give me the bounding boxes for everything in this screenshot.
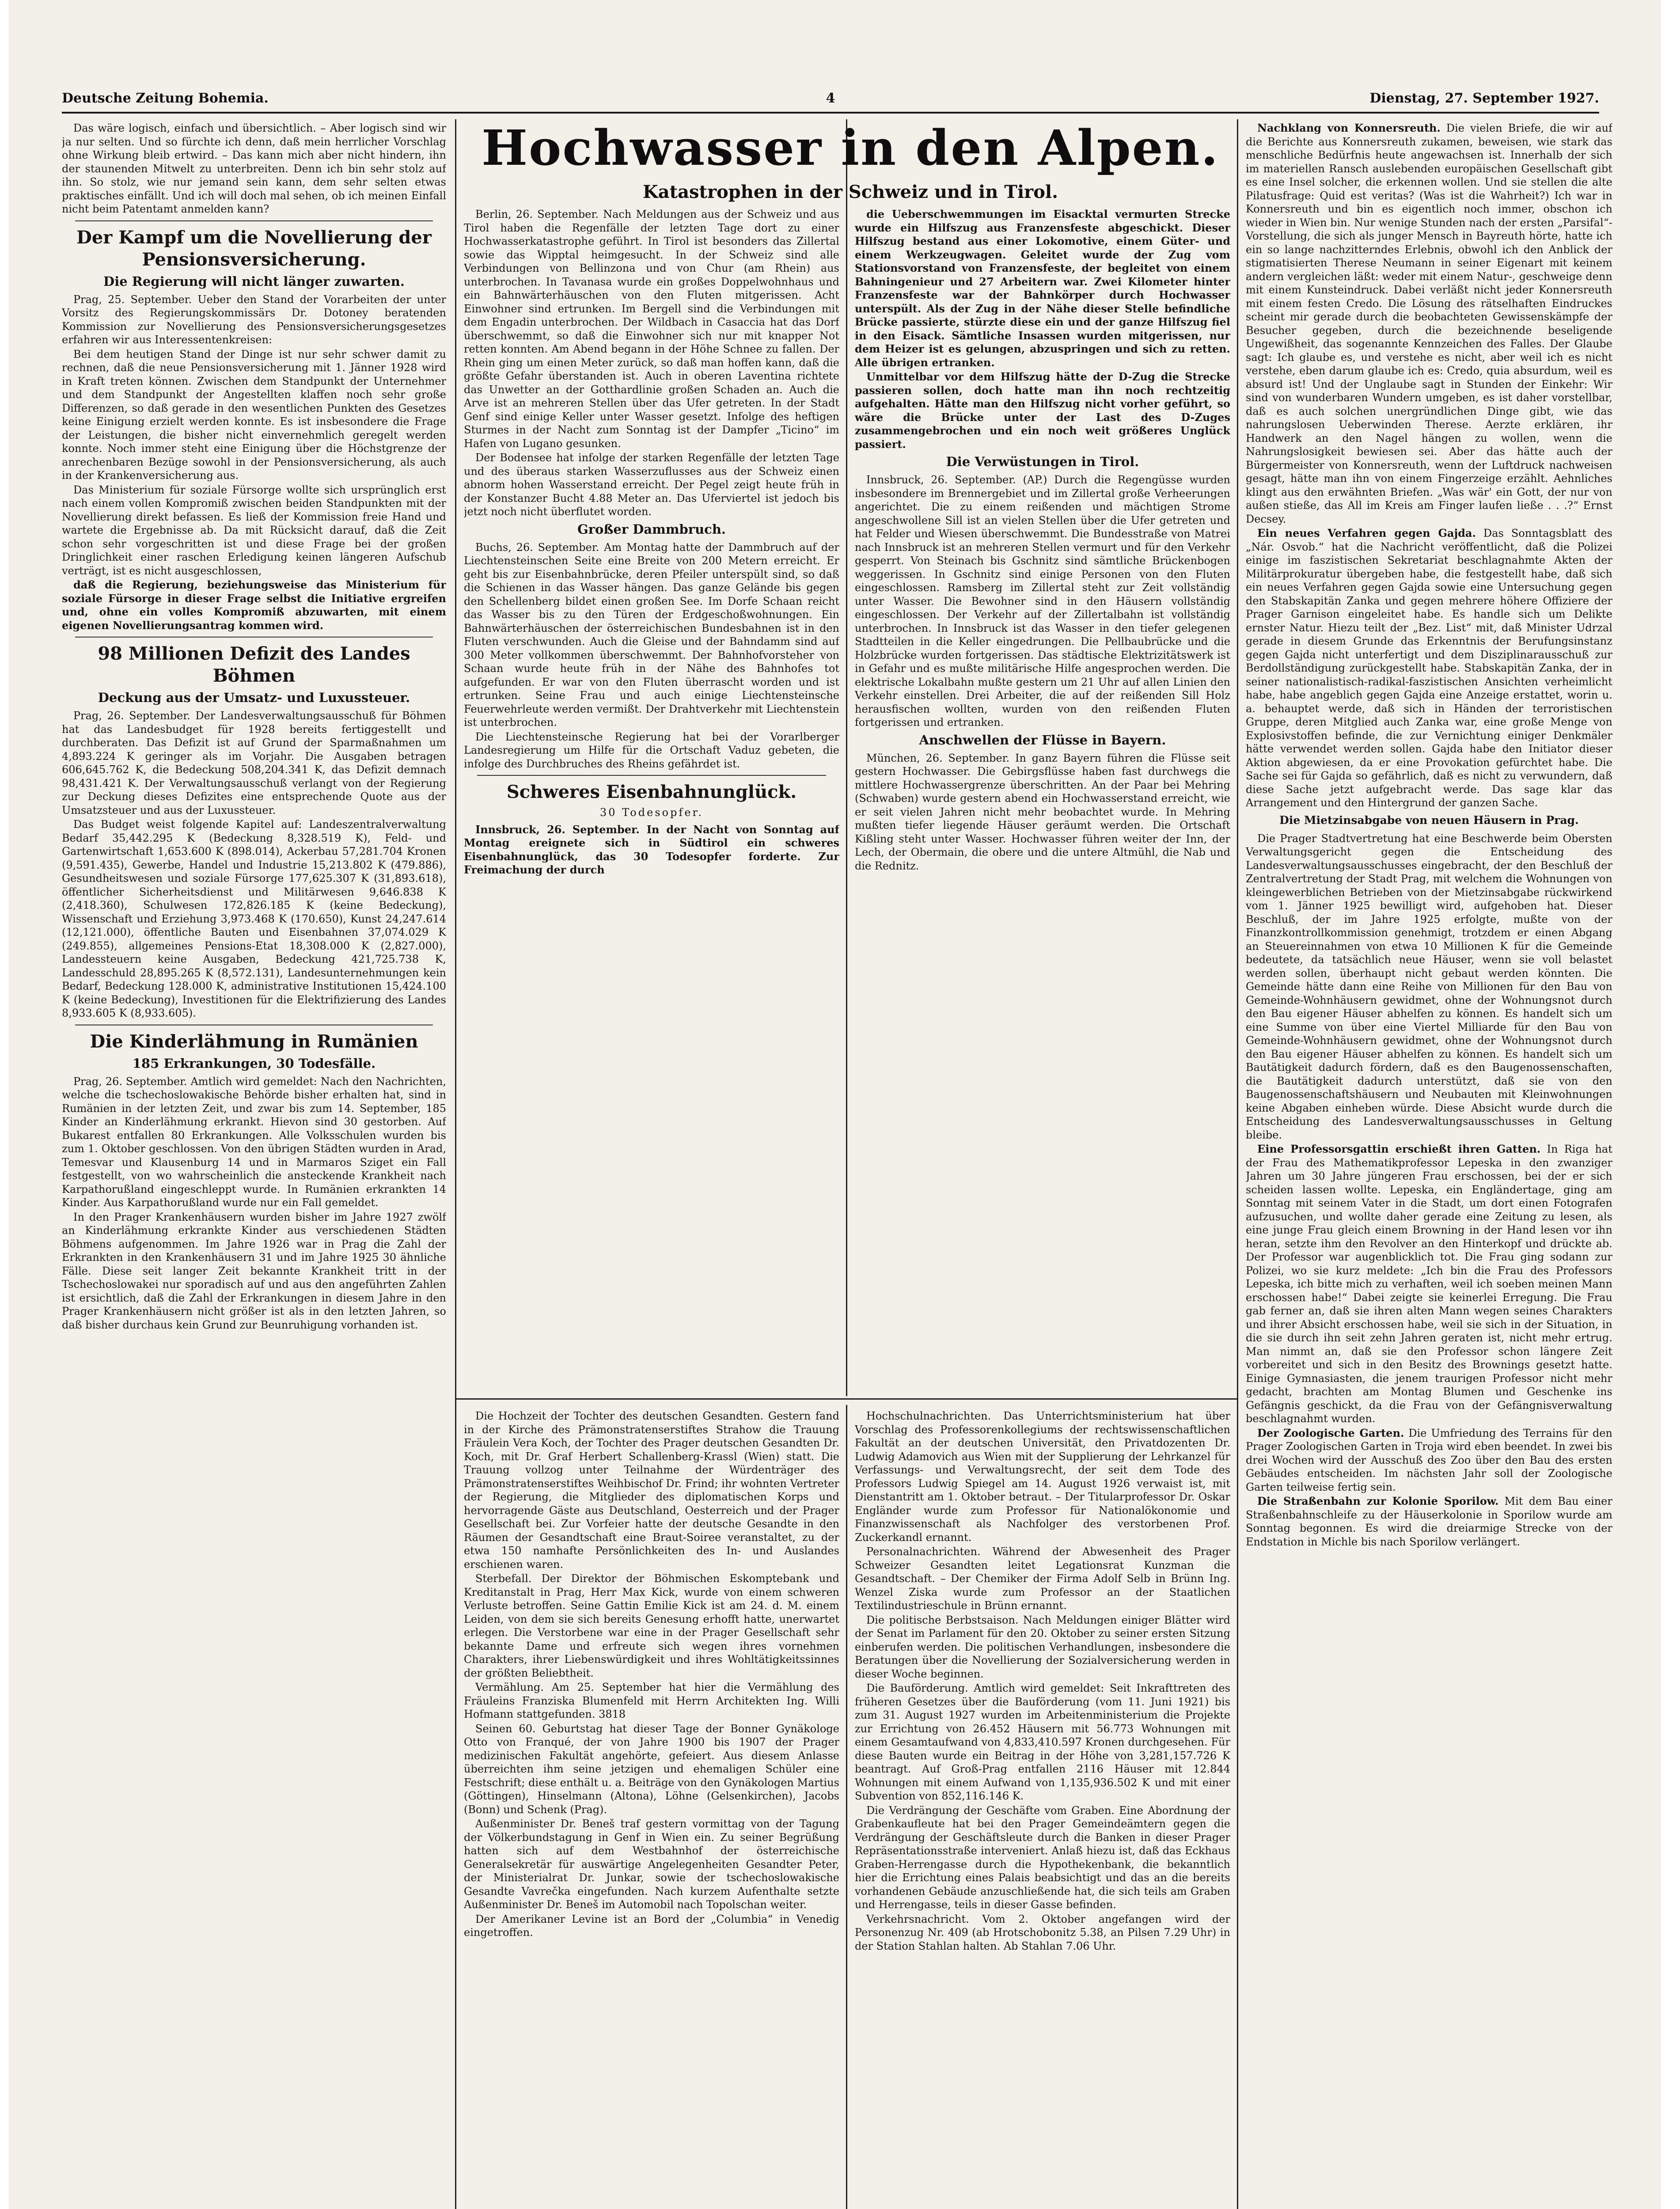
paragraph: Die Verdrängung der Geschäfte vom Graben. Eine Abordnung der Grabenkaufleute hat bei den Prager Gemeindeämtern gegen die Verdrängung der Geschäftsleute durch die Banken in dieser Prager Repräsentationsstraße interveniert. Anlaß hiezu ist, daß das Eckhaus Graben-Herrengasse durch die Hypothekenbank, die bekanntlich hier die Errichtung eines Palais beabsichtigt und das an die bereits vorhandenen Gebäude anzuschließende hat, die sich teils am Graben und Herrengasse, teils in dieser Gasse befinden.	[855, 1804, 1230, 1911]
paragraph	[1246, 1427, 1612, 1494]
paragraph: In den Prager Krankenhäusern wurden bisher im Jahre 1927 zwölf an Kinderlähmung erkrankte Kinder aus verschiedenen Städten Böhmens aufgenommen. Im Jahre 1926 war in Prag die Zahl der Erkrankten in den Krankenhäusern 31 und im Jahre 1925 30 ähnliche Fälle. Diese seit langer Zeit bekannte Krankheit tritt in der Tschechoslowakei nur sporadisch auf und aus den angeführten Zahlen ist ersichtlich, daß die Zahl der Erkrankungen in diesem Jahre in den Prager Krankenhäusern nicht größer ist als in den letzten Jahren, so daß bisher durchaus kein Grund zur Beunruhigung vorhanden ist.	[62, 1211, 446, 1331]
section-headline: Ein neues Verfahren gegen Gajda.	[1257, 527, 1476, 539]
article-subhead: Die Regierung will nicht länger zuwarten.	[103, 273, 405, 289]
paragraph: Das Budget weist folgende Kapitel auf: Landeszentralverwaltung Bedarf 35,442.295 K (Bedeckung 8,328.519 K), Feld- und Gartenwirtschaft 1,653.600 K (898.014), Ackerbau 57,281.704 Kronen (9,591.435), Gewerbe, Handel und Industrie 15,213.802 K (479.886), Gesundheitswesen und soziale Fürsorge 177,625.307 K (31,893.618), öffentlicher Sicherheitsdienst und Militärwesen 9,646.838 K (2,418.360), Schulwesen 172,826.185 K (keine Bedeckung), Wissenschaft und Erziehung 3,973.468 K (170.650), Kunst 24,247.614 (12,121.000), öffentliche Bauten und Eisenbahnen 37,074.029 K (249.855), allgemeines Pensions-Etat 18,308.000 K (2,827.000), Landessteuern keine Ausgaben, Bedeckung 421,725.738 K, Landesschuld 28,895.265 K (8,572.131), Landesunternehmungen kein Bedarf, Bedeckung 128.000 K, administrative Institutionen 15,424.100 K (keine Bedeckung), Investitionen für die Elektrifizierung des Landes 8,933.605 K (8,933.605).	[62, 818, 446, 1019]
article-headline: Die Kinderlähmung in Rumänien	[90, 1031, 418, 1052]
paragraph: Der Bodensee hat infolge der starken Regenfälle der letzten Tage und des überaus starken Wasserzuflusses aus der Schweiz einen abnorm hohen Wasserstand erreicht. Der Pegel zeigt heute früh in der Konstanzer Bucht 4.88 Meter an. Das Uferviertel ist jedoch bis jetzt noch nicht überflutet worden.	[464, 452, 839, 518]
paragraph: Vermählung. Am 25. September hat hier die Vermählung des Fräuleins Franziska Blumenfeld mit Herrn Architekten Ing. Willi Hofmann stattgefunden. 3818	[464, 1681, 839, 1720]
paragraph: Außenminister Dr. Beneš traf gestern vormittag von der Tagung der Völkerbundstagung in Genf in Wien ein. Zu seiner Begrüßung hatten sich auf dem Westbahnhof der österreichische Generalsekretär für auswärtige Angelegenheiten Gesandter Peter, der Ministerialrat Dr. Junkar, sowie der tschechoslowakische Gesandte Vavrečka eingefunden. Nach kurzem Aufenthalte setzte Außenminister Dr. Beneš im Automobil nach Topolschan weiter.	[464, 1818, 839, 1911]
newspaper-page	[9, 0, 1661, 2209]
paragraph: Personalnachrichten. Während der Abwesenheit des Prager Schweizer Gesandten leitet Legationsrat Kunzman die Gesandtschaft. – Der Chemiker der Firma Adolf Selb in Brünn Ing. Wenzel Ziska wurde zum Professor an der Staatlichen Textilindustrieschule in Brünn ernannt.	[855, 1545, 1230, 1612]
paragraph	[1246, 121, 1612, 526]
column-1	[62, 121, 446, 2209]
paragraph: Innsbruck, 26. September. In der Nacht von Sonntag auf Montag ereignete sich in Südtirol ein schweres Eisenbahnunglück, das 30 Todesopfer forderte. Zur Freimachung der durch	[464, 823, 839, 876]
paragraph: Die Prager Stadtvertretung hat eine Beschwerde beim Obersten Verwaltungsgericht gegen die Entscheidung des Landesverwaltungsausschusses eingebracht, der den Beschluß der Zentralvertretung der Stadt Prag, mit welchem die Wohnungen von kleingewerblichen Betrieben von der Mietzinsabgabe rückwirkend vom 1. Jänner 1925 bewilligt wird, aufgehoben hat. Dieser Beschluß, der im Jahre 1925 erfolgte, mußte von der Finanzkontrollkommission genehmigt, trotzdem er einen Abgang an Steuereinnahmen von etwa 10 Millionen K für die Gemeinde bedeutete, da tatsächlich neue Häuser, wenn sie voll belastet werden sollen, überhaupt nicht gebaut werden könnten. Die Gemeinde hätte dann eine Reihe von Millionen für den Bau von Gemeinde-Wohnhäusern gewidmet, ohne der Wohnungsnot durch den Bau eigener Häuser abhelfen zu können. Es handelt sich um eine Summe von über eine Viertel Milliarde für den Bau von Gemeinde-Wohnhäusern gewidmet, ohne der Wohnungsnot durch den Bau eigener Häuser abhelfen zu können. Es handelt sich um Bautätigkeit dadurch fördern, daß es den Baugenossenschaften, die Bautätigkeit dadurch unterstützt, daß sie von den Baugenossenschaftshäusern und Neubauten mit Kleinwohnungen keine Abgaben einheben würde. Diese Absicht wurde durch die Entscheidung des Landesverwaltungsausschusses in Geltung bleibe.	[1246, 832, 1612, 1141]
paragraph	[1246, 1495, 1612, 1549]
lower-left-column	[464, 1409, 839, 2209]
section-headline: Nachklang von Konnersreuth.	[1257, 121, 1441, 134]
paragraph: Der Amerikaner Levine ist an Bord der „Columbia“ in Venedig eingetroffen.	[464, 1913, 839, 1939]
section-headline: Eine Professorsgattin erschießt ihren Gatten.	[1257, 1142, 1541, 1155]
section-headline: Anschwellen der Flüsse in Bayern.	[919, 732, 1166, 748]
paragraph: Buchs, 26. September. Am Montag hatte der Dammbruch auf der Liechtensteinschen Seite eine Breite von 200 Metern erreicht. Er geht bis zur Eisenbahnbrücke, deren Pfeiler unterspült sind, so daß die Schienen in das Wasser hängen. Das ganze Gelände bis gegen den Schellenberg bildet einen großen See. Im Dorfe Schaan reicht das Wasser bis zu den Türen der Erdgeschoßwohnungen. Ein Bahnwärterhäuschen der österreichischen Bundesbahnen ist in den Fluten verschwunden. Auch die Gleise und der Bahndamm sind auf 300 Meter vollkommen überschwemmt. Der Bahnhofvorsteher von Schaan wurde heute früh in der Nähe des Bahnhofes tot aufgefunden. Er war von den Fluten überrascht worden und ist ertrunken. Seine Frau und auch einige Liechtensteinsche Feuerwehrleute werden vermißt. Der Drahtverkehr mit Liechtenstein ist unterbrochen.	[464, 541, 839, 729]
intro-paragraph: Das wäre logisch, einfach und übersichtlich. – Aber logisch sind wir ja nur selten. Und so fürchte ich denn, daß mein herrlicher Vorschlag ohne Wirkung bleib ertwird. – Das kann mich aber nicht hindern, ihn der staunenden Mitwelt zu unterbreiten. Denn ich bin sehr stolz auf ihn. So stolz, wie nur jemand sein kann, dem sehr selten etwas praktisches einfällt. Und ich will doch mal sehen, ob ich meinen Einfall nicht beim Patentamt anmelden kann?	[62, 122, 446, 215]
paragraph: Die politische Berbstsaison. Nach Meldungen einiger Blätter wird der Senat im Parlament für den 20. Oktober zu seiner ersten Sitzung einberufen werden. Die politischen Verhandlungen, insbesondere die Beratungen über die Novellierung der Sozialversicherung werden in dieser Woche beginnen.	[855, 1613, 1230, 1680]
main-headline: Hochwasser in den Alpen.	[482, 119, 1219, 176]
column-rule	[455, 119, 456, 2209]
article-headline: Der Kampf um die Novellierung der Pensionsversicherung.	[76, 227, 432, 270]
paragraph: Prag, 25. September. Ueber den Stand der Vorarbeiten der unter Vorsitz des Regierungskommissärs Dr. Dotoney beratenden Kommission zur Novellierung des Pensionsversicherungsgesetzes erfahren wir aus Interessentenkreisen:	[62, 293, 446, 346]
article-subhead: 185 Erkrankungen, 30 Todesfälle.	[132, 1055, 376, 1071]
column-rule	[846, 119, 847, 1396]
paragraph: daß die Regierung, beziehungsweise das Ministerium für soziale Fürsorge in dieser Frage selbst die Initiative ergreifen und, ohne ein volles Kompromiß abzuwarten, mit einem eigenen Novellierungsantrag kommen wird.	[62, 578, 446, 632]
section-headline: Der Zoologische Garten.	[1257, 1426, 1404, 1439]
paragraph-text: Mit dem Bau einer Straßenbahnschleife zu der Häuserkolonie in Sporilow wurde am Sonntag begonnen. Es wird die dreiarmige Strecke von der Endstation in Michle bis nach Sporilow verlängert.	[1246, 1495, 1612, 1548]
issue-date: Dienstag, 27. September 1927.	[1369, 91, 1599, 106]
paragraph: München, 26. September. In ganz Bayern führen die Flüsse seit gestern Hochwasser. Die Gebirgsflüsse haben fast durchwegs die mittlere Hochwassergrenze überschritten. An der Paar bei Mehring (Schwaben) wurde gestern abend ein Hochwasserstand erreicht, wie er seit vielen Jahren nicht mehr beobachtet wurde. In Mehring mußten tiefer liegende Häuser geräumt werden. Die Ortschaft Kißling steht unter Wasser. Hochwasser führen weiter der Inn, der Lech, der Obermain, die obere und die untere Altmühl, die Nab und die Rednitz.	[855, 752, 1230, 872]
paragraph-text: Das Sonntagsblatt des „Nár. Osvob.“ hat die Nachricht veröffentlicht, daß die Polizei einige im faszistischen Sekretariat beschlagnahmte Akten der Militärprokuratur übergeben habe, die festgestellt habe, daß sich ein neues Verfahren gegen Gajda sowie eine Untersuchung gegen den Stabskapitän Zanka und gegen mehrere höhere Offiziere der Prager Garnison eingeleitet habe. Es handle sich um Delikte ernster Natur. Hiezu teilt der „Bez. List“ mit, daß Minister Udrzal gerade in diesem Grunde das Erkenntnis der Berufungsinstanz gegen Gajda nicht unterfertigt und dem Disziplinarausschuß zur Berdollständigung zurückgestellt habe. Stabskapitän Zanka, der in seiner nationalistisch-radikal-faszistischen Ansichten verheimlicht habe, habe angeblich gegen Gajda eine Anzeige erstattet, worin u. a. behauptet werde, daß sich in Händen der terroristischen Gruppe, deren Mitglied auch Zanka war, eine große Menge von Explosivstoffen befinde, die zur Vernichtung einiger Denkmäler hätte verwendet werden sollen. Gajda habe den Initiator dieser Aktion abgewiesen, da er eine Provokation gefürchtet habe. Die Sache sei für Gajda so gefährlich, daß es nicht zu verwundern, daß diese Sache jetzt aufgebracht werde. Das sage klar das Arrangement und den Hintergrund der ganzen Sache.	[1246, 527, 1612, 809]
section-subhead: 30 Todesopfer.	[599, 806, 703, 819]
divider	[75, 637, 433, 638]
section-headline: Die Mietzinsabgabe von neuen Häusern in Prag.	[1279, 813, 1579, 827]
paragraph: Verkehrsnachricht. Vom 2. Oktober angefangen wird der Personenzug Nr. 409 (ab Hrotschobonitz 5.38, an Pilsen 7.29 Uhr) in der Station Stahlan halten. Ab Stahlan 7.06 Uhr.	[855, 1913, 1230, 1952]
section-headline: Die Straßenbahn zur Kolonie Sporilow.	[1257, 1495, 1499, 1507]
section-headline: Die Verwüstungen in Tirol.	[946, 454, 1139, 469]
paragraph: Prag, 26. September. Amtlich wird gemeldet: Nach den Nachrichten, welche die tschechoslowakische Behörde bisher erhalten hat, sind in Rumänien in der letzten Zeit, und zwar bis zum 14. September, 185 Kinder an Kinderlähmung erkrankt. Hievon sind 30 gestorben. Auf Bukarest entfallen 80 Erkrankungen. Alle Volksschulen wurden bis zum 1. Oktober geschlossen. Von den übrigen Städten wurden in Arad, Temesvar und Klausenburg 14 und in Marmaros Sziget ein Fall festgestellt, von wo wahrscheinlich die ansteckende Krankheit nach Karpathorußland eingeschleppt wurde. In Rumänien erkrankten 14 Kinder. Aus Karpathorußland wurde nur ein Fall gemeldet.	[62, 1075, 446, 1209]
main-subhead: Katastrophen in der Schweiz und in Tirol.	[642, 182, 1058, 202]
paragraph: Prag, 26. September. Der Landesverwaltungsausschuß für Böhmen hat das Landesbudget für 1928 bereits fertiggestellt und durchberaten. Das Defizit ist auf Grund der Sparmaßnahmen um 4,893.224 K geringer als im Vorjahr. Die Ausgaben betragen 606,645.762 K, die Bedeckung 508,204.341 K, das Defizit demnach 98,431.421 K. Der Verwaltungsausschuß verlangt von der Regierung zur Deckung dieses Defizites eine entsprechende Quote aus der Umsatzsteuer und aus der Luxussteuer.	[62, 710, 446, 816]
running-head	[62, 91, 1599, 114]
paragraph: Die Bauförderung. Amtlich wird gemeldet: Seit Inkrafttreten des früheren Gesetzes über die Bauförderung (vom 11. Juni 1921) bis zum 31. August 1927 wurden im Arbeitenministerium die Projekte zur Errichtung von 26.452 Häusern mit 56.773 Wohnungen mit einem Gesamtaufwand von 4,833,410.597 Kronen durchgesehen. Für diese Bauten wurde ein Beitrag in der Höhe von 3,281,157.726 K beantragt. Auf Groß-Prag entfallen 2116 Häuser mit 12.844 Wohnungen mit einem Aufwand von 1,135,936.502 K und mit einer Subvention von 852,116.146 K.	[855, 1682, 1230, 1802]
paragraph: Sterbefall. Der Direktor der Böhmischen Eskomptebank und Kreditanstalt in Prag, Herr Max Kick, wurde von einem schweren Verluste betroffen. Seine Gattin Emilie Kick ist am 24. d. M. einem Leiden, von dem sie sich bereits Genesung erhofft hatte, unerwartet erlegen. Die Verstorbene war eine in der Prager Gesellschaft sehr bekannte Dame und erfreute sich wegen ihres vornehmen Charakters, ihrer Liebenswürdigkeit und ihres Wohltätigkeitssinnes der größten Beliebtheit.	[464, 1572, 839, 1679]
paragraph-text: Die vielen Briefe, die wir auf die Berichte aus Konnersreuth zukamen, beweisen, wie stark das menschliche Bedürfnis heute angewachsen ist. Innerhalb der sich im materiellen Ransch auslebenden europäischen Gesellschaft gibt es eine Insel solcher, die erkennen wollen. Und sie stellen die alte Pilatusfrage: Quid est veritas? (Was ist die Wahrheit?) Ich war in Konnersreuth und bin es eigentlich noch immer, obschon ich wieder in Wien bin. Nur wenige Stunden nach der ersten „Parsifal“-Vorstellung, die sich als junger Mensch in Bayreuth hörte, hatte ich ein so lange nachzitterndes Erlebnis, obwohl ich den Anblick der stigmatisierten Therese Neumann in seiner Eigenart mit keinem andern vergleichen läßt: weder mit einem Natur-, geschweige denn mit einem Kunsteindruck. Dabei verläßt nicht jeder Konnersreuth mit einem festen Credo. Die Lösung des rätselhaften Eindruckes scheint mir gerade durch die beobachteten Gewissenskämpfe der Besucher gegeben, durch die bezeichnende beseligende Ungewißheit, das sogenannte Kennzeichen des Falles. Der Glaube sagt: Ich glaube es, und verstehe es nicht, aber weil ich es nicht verstehe, eben darum glaube ich es: Credo, quia absurdum, weil es absurd ist! Und der Unglaube sagt in Stunden der Einkehr: Wir sind von wunderbaren Wundern umgeben, es ist daher vorstellbar, daß es auch solchen unergründlichen Dinge gibt, wie das nahrungslosen Ueberwinden Therese. Aerzte erklären, ihr Handwerk an den Nagel hängen zu wollen, wenn die Nahrungslosigkeit bewiesen sei. Aber das hätte auch der Bürgermeister von Konnersreuth, wenn der Luftdruck nachweisen gesagt, hätte man ihn von einem Fingerzeige erzählt. Aehnliches klingt aus den erwähnten Briefen. „Was wär' ein Gott, der nur von außen stieße, das All im Kreis am Finger laufen ließe . . .?“ Ernst Decsey.	[1246, 122, 1612, 525]
paragraph-text: In Riga hat der Frau des Mathematikprofessor Lepeska in den zwanziger Jahren um 30 Jahre jüngeren Frau erschossen, bei der er sich scheiden lassen wollte. Lepeska, ein Engländertage, ging am Sonntag mit seinem Vater in die Stadt, um dort einen Fotografen aufzusuchen, und wollte daher gerade eine Zeitung zu lesen, als eine junge Frau gleich einem Browning in der Hand lesen vor ihn heran, setzte ihm den Revolver an den Hinterkopf und drückte ab. Der Professor war augenblicklich tot. Die Frau ging sodann zur Polizei, wo sie kurz meldete: „Ich bin die Frau des Professors Lepeska, ich bitte mich zu verhaften, weil ich soeben meinen Mann erschossen habe!“ Dabei zeigte sie keinerlei Erregung. Die Frau gab ferner an, daß sie ihren alten Mann wegen seines Charakters und ihrer Absicht erschossen habe, weil sie sich in der Situation, in die sie durch ihn seit zehn Jahren geraten ist, nicht mehr ertrug. Man nimmt an, daß sie den Professor schon längere Zeit vorbereitet und sich in den Besitz des Brownings gesetzt hatte. Einige Gymnasiasten, die jenem traurigen Professor nicht mehr gedacht, brachten am Montag Blumen und Geschenke ins Gefängnis geschickt, da die Frau von der Gefängnisverwaltung beschlagnahmt wurden.	[1246, 1143, 1612, 1425]
paragraph: Die Liechtensteinsche Regierung hat bei der Vorarlberger Landesregierung um Hilfe für die Ortschaft Vaduz gebeten, die infolge des Durchbruches des Rheins gefährdet ist.	[464, 730, 839, 770]
column-rule	[1237, 119, 1238, 2209]
column-4	[1246, 121, 1612, 2209]
paragraph: Seinen 60. Geburtstag hat dieser Tage der Bonner Gynäkologe Otto von Franqué, der von Jahre 1900 bis 1907 der Prager medizinischen Fakultät angehörte, gefeiert. Aus diesem Anlasse überreichten ihm seine jetzigen und ehemaligen Schüler eine Festschrift; diese enthält u. a. Beiträge von den Gynäkologen Martius (Göttingen), Hinselmann (Altona), Löhne (Gelsenkirchen), Jacobs (Bonn) und Schenk (Prag).	[464, 1722, 839, 1816]
column-rule	[846, 1405, 847, 2209]
divider	[477, 775, 826, 776]
article-headline: 98 Millionen Defizit des Landes Böhmen	[98, 643, 410, 686]
paragraph: Das Ministerium für soziale Fürsorge wollte sich ursprünglich erst nach einem vollen Kompromiß zwischen beiden Standpunkten mit der Novellierung direkt befassen. Es ließ der Kommission freie Hand und wartete die Ergebnisse ab. Da mit Rücksicht darauf, daß die Zeit schon sehr vorgeschritten ist und diese Frage bei der großen Dringlichkeit einer raschen Erledigung keinen längeren Aufschub verträgt, ist es nicht ausgeschlossen,	[62, 483, 446, 577]
paragraph: Unmittelbar vor dem Hilfszug hätte der D-Zug die Strecke passieren sollen, doch hatte man ihn noch rechtzeitig aufgehalten. Hätte man den Hilfszug nicht vorher geführt, so wäre die Brücke unter der Last des D-Zuges zusammengebrochen und ein noch weit größeres Unglück passiert.	[855, 370, 1230, 451]
paragraph: Hochschulnachrichten. Das Unterrichtsministerium hat über Vorschlag des Professorenkollegiums der rechtswissenschaftlichen Fakultät an der deutschen Universität, den Privatdozenten Dr. Ludwig Adamovich aus Wien mit der Supplierung der Lehrkanzel für Verfassungs- und Verwaltungsrecht, der seit dem Tode des Professors Ludwig Spiegel am 14. August 1926 verwaist ist, mit Dienstantritt am 1. Oktober betraut. – Der Titularprofessor Dr. Oskar Engländer wurde zum Professor für Nationalökonomie und Finanzwissenschaft als Nachfolger des verstorbenen Prof. Zuckerkandl ernannt.	[855, 1410, 1230, 1544]
column-3	[855, 208, 1230, 1392]
section-headline: Schweres Eisenbahnunglück.	[506, 782, 797, 802]
lower-right-column	[855, 1409, 1230, 2209]
paragraph	[1246, 1142, 1612, 1426]
column-2	[464, 208, 839, 1392]
page-number: 4	[826, 91, 835, 106]
section-rule	[455, 1398, 1237, 1400]
paper-name: Deutsche Zeitung Bohemia.	[62, 91, 269, 106]
paragraph: Die Hochzeit der Tochter des deutschen Gesandten. Gestern fand in der Kirche des Prämonstratenserstiftes Strahow die Trauung Fräulein Vera Koch, der Tochter des Prager deutschen Gesandten Dr. Koch, mit Dr. Graf Herbert Schallenberg-Krassl (Wien) statt. Die Trauung vollzog unter Teilnahme der Würdenträger des Prämonstratenserstiftes Weihbischof Dr. Frind; ihr wohnten Vertreter der Regierung, die Mitglieder des diplomatischen Korps und hervorragende Gäste aus Deutschland, Oesterreich und der Prager Gesellschaft bei. Zur Vorfeier hatte der deutsche Gesandte in den Räumen der Gesandtschaft eine Braut-Soiree veranstaltet, zu der etwa 150 namhafte Persönlichkeiten des In- und Auslandes erschienen waren.	[464, 1410, 839, 1571]
article-subhead: Deckung aus der Umsatz- und Luxussteuer.	[98, 690, 410, 705]
paragraph: die Ueberschwemmungen im Eisacktal vermurten Strecke wurde ein Hilfszug aus Franzensfeste abgeschickt. Dieser Hilfszug bestand aus einer Lokomotive, einem Güter- und einem Werkzeugwagen. Geleitet wurde der Zug vom Stationsvorstand von Franzensfeste, der begleitet von einem Bahningenieur und 27 Arbeitern war. Zwei Kilometer hinter Franzensfeste war der Bahnkörper durch Hochwasser unterspült. Als der Zug in der Nähe dieser Stelle befindliche Brücke passierte, stürzte diese ein und der ganze Hilfszug fiel in den Eisack. Sämtliche Insassen wurden mitgerissen, nur dem Heizer ist es gelungen, abzuspringen und sich zu retten. Alle übrigen ertranken.	[855, 208, 1230, 369]
paragraph: Bei dem heutigen Stand der Dinge ist nur sehr schwer damit zu rechnen, daß die neue Pensionsversicherung mit 1. Jänner 1928 wird in Kraft treten können. Zwischen dem Standpunkt der Unternehmer und dem Standpunkt der Angestellten klaffen noch sehr große Differenzen, so daß gerade in den wesentlichen Punkten des Gesetzes keine Einigung erzielt werden konnte. Es ist insbesondere die Frage der Leistungen, die bisher nicht einvernehmlich geregelt werden konnte. Noch immer steht eine Einigung über die Höchstgrenze der anrechenbaren Bezüge sowohl in der Pensionsversicherung, als auch in der Krankenversicherung aus.	[62, 348, 446, 482]
paragraph-text: Die Umfriedung des Terrains für den Prager Zoologischen Garten in Troja wird eben beendet. In zwei bis drei Wochen wird der Ausschuß des Zoo über den Bau des ersten Gebäudes entscheiden. Im nächsten Jahr soll der Zoologische Garten teilweise fertig sein.	[1246, 1427, 1612, 1493]
section-headline: Großer Dammbruch.	[577, 521, 726, 537]
paragraph: Berlin, 26. September. Nach Meldungen aus der Schweiz und aus Tirol haben die Regenfälle der letzten Tage dort zu einer Hochwasserkatastrophe geführt. In Tirol ist besonders das Zillertal sowie das Wipptal heimgesucht. In der Schweiz sind alle Verbindungen von Bellinzona und von Chur (am Rhein) aus unterbrochen. In Tavanasa wurde ein großes Doppelwohnhaus und ein Bahnwärterhäuschen von den Fluten mitgerissen. Acht Einwohner sind ertrunken. Im Bergell sind die Verbindungen mit dem Engadin unterbrochen. Der Wildbach in Casaccia hat das Dorf überschwemmt, so daß die Einwohner sich nur mit knapper Not retten konnten. Am Abend begann in der Höhe Schnee zu fallen. Der Rhein ging um einen Meter zurück, so daß man hoffen kann, daß die größte Gefahr überstanden ist. Auch in oberen Laventina richtete das Unwetter an der Gotthardlinie großen Schaden an. Auch die Arve ist an mehreren Stellen über das Ufer getreten. In der Stadt Genf sind einige Keller unter Wasser gesetzt. Infolge des heftigen Sturmes in der Nacht zum Sonntag ist der Dampfer „Ticino“ im Hafen von Lugano gesunken.	[464, 208, 839, 450]
divider	[75, 220, 433, 221]
paragraph	[1246, 527, 1612, 810]
paragraph: Innsbruck, 26. September. (AP.) Durch die Regengüsse wurden insbesondere im Brennergebiet und im Zillertal große Verheerungen angerichtet. Die zu einem reißenden und mächtigen Strome angeschwollene Sill ist an vielen Stellen über die Ufer getreten und hat Felder und Wiesen überschwemmt. Die Bundesstraße von Matrei nach Innsbruck ist an mehreren Stellen vermurt und für den Verkehr gesperrt. Von Steinach bis Gschnitz sind sämtliche Brückenbogen weggerissen. In Gschnitz sind einige Personen von den Fluten eingeschlossen. Ramsberg im Zillertal steht zur Zeit vollständig unter Wasser. Die Bewohner sind in den Häusern vollständig eingeschlossen. Der Verkehr auf der Zillertalbahn ist vollständig unterbrochen. In Innsbruck ist das Wasser in den tiefer gelegenen Stadtteilen in die Keller eingedrungen. Die Pellbaubrücke und die Holzbrücke wurden fortgerissen. Das städtische Elektrizitätswerk ist in Gefahr und es mußte militärische Hilfe angesprochen werden. Die elektrische Lokalbahn mußte gestern um 21 Uhr auf allen Linien den Verkehr einstellen. Drei Arbeiter, die auf der reißenden Sill Holz herausfischen wollten, wurden von den reißenden Fluten fortgerissen und ertranken.	[855, 474, 1230, 729]
